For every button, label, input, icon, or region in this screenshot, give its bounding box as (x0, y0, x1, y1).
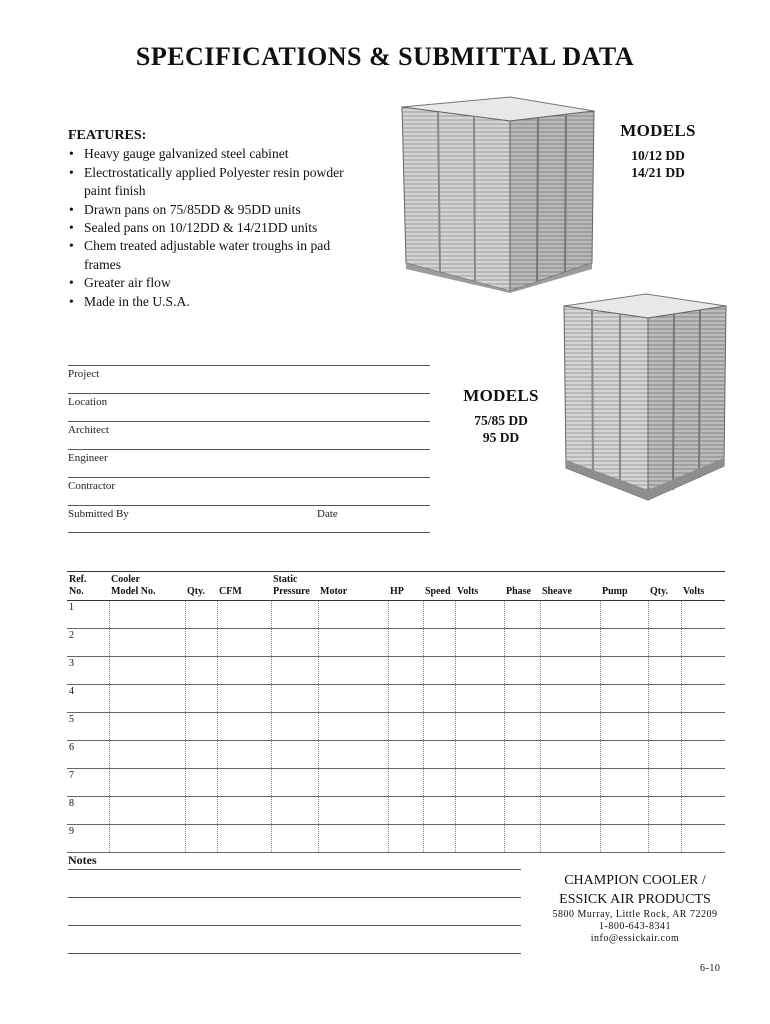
table-cell[interactable] (681, 629, 725, 657)
feature-item: • Electrostatically applied Polyester resin powder paint finish (68, 164, 368, 201)
column-header (681, 572, 725, 601)
table-cell[interactable] (423, 601, 455, 629)
table-cell[interactable] (540, 797, 600, 825)
feature-item: • Made in the U.S.A. (68, 293, 368, 311)
table-cell[interactable] (600, 629, 648, 657)
table-cell[interactable] (109, 601, 185, 629)
column-header-line2: Volts (683, 586, 705, 597)
model-line: 14/21 DD (631, 165, 685, 180)
table-cell[interactable] (217, 629, 271, 657)
table-cell[interactable] (217, 825, 271, 853)
table-cell[interactable] (185, 741, 217, 769)
features-section (68, 127, 368, 311)
table-cell[interactable] (504, 797, 540, 825)
table-row (67, 713, 725, 741)
table-cell[interactable] (455, 797, 504, 825)
table-cell[interactable] (318, 825, 388, 853)
model-line: 10/12 DD (631, 148, 685, 163)
table-row (67, 769, 725, 797)
table-cell[interactable] (648, 601, 681, 629)
table-cell[interactable] (681, 657, 725, 685)
project-field-line[interactable] (68, 393, 430, 394)
table-cell[interactable] (271, 713, 318, 741)
table-cell[interactable] (217, 797, 271, 825)
notes-line[interactable] (68, 869, 521, 870)
table-cell[interactable] (109, 657, 185, 685)
date-field-label: Date (317, 508, 338, 520)
column-header-line2: Pressure (273, 586, 310, 597)
ref-number: 5 (67, 713, 109, 741)
table-cell[interactable] (681, 825, 725, 853)
column-header (648, 572, 681, 601)
table-cell[interactable] (455, 769, 504, 797)
table-cell[interactable] (217, 713, 271, 741)
table-cell[interactable] (185, 629, 217, 657)
models-block-b (446, 386, 556, 446)
table-cell[interactable] (648, 825, 681, 853)
location-field-label: Location (68, 396, 108, 408)
table-cell[interactable] (271, 601, 318, 629)
table-cell[interactable] (648, 685, 681, 713)
architect-field-label: Architect (68, 424, 109, 436)
table-cell[interactable] (681, 713, 725, 741)
table-cell[interactable] (540, 769, 600, 797)
table-row (67, 657, 725, 685)
company-info (540, 871, 730, 945)
table-cell[interactable] (540, 629, 600, 657)
column-header-line1 (506, 574, 538, 586)
column-header (109, 572, 185, 601)
column-header-line1 (320, 574, 386, 586)
table-cell[interactable] (217, 685, 271, 713)
table-cell[interactable] (271, 797, 318, 825)
feature-item: • Chem treated adjustable water troughs in pad frames (68, 237, 368, 274)
table-cell[interactable] (540, 657, 600, 685)
feature-item: • Greater air flow (68, 274, 368, 292)
table-cell[interactable] (271, 741, 318, 769)
table-cell[interactable] (185, 713, 217, 741)
column-header (504, 572, 540, 601)
table-cell[interactable] (600, 825, 648, 853)
page-title: SPECIFICATIONS & SUBMITTAL DATA (135, 42, 635, 71)
column-header-line1 (219, 574, 269, 586)
column-header-line1 (457, 574, 502, 586)
table-cell[interactable] (504, 825, 540, 853)
table-cell[interactable] (600, 713, 648, 741)
table-cell[interactable] (504, 713, 540, 741)
table-cell[interactable] (271, 685, 318, 713)
table-cell[interactable] (600, 797, 648, 825)
column-header-line1 (602, 574, 646, 586)
column-header-line1: Ref. (69, 574, 87, 585)
table-cell[interactable] (648, 713, 681, 741)
table-row (67, 629, 725, 657)
contractor-field-label: Contractor (68, 480, 116, 492)
column-header (185, 572, 217, 601)
table-cell[interactable] (388, 741, 423, 769)
table-cell[interactable] (217, 741, 271, 769)
column-header (67, 572, 109, 601)
company-name-line1: CHAMPION COOLER / (564, 873, 706, 888)
table-cell[interactable] (109, 825, 185, 853)
table-cell[interactable] (388, 797, 423, 825)
column-header (318, 572, 388, 601)
table-cell[interactable] (271, 629, 318, 657)
column-header-line1 (425, 574, 453, 586)
table-cell[interactable] (648, 741, 681, 769)
column-header-line2: Volts (457, 586, 479, 597)
table-cell[interactable] (648, 797, 681, 825)
table-row (67, 601, 725, 629)
feature-item: • Heavy gauge galvanized steel cabinet (68, 145, 368, 163)
company-email: info@essickair.com (590, 933, 680, 944)
table-cell[interactable] (504, 657, 540, 685)
column-header-line2: Sheave (542, 586, 572, 597)
table-cell[interactable] (271, 825, 318, 853)
table-cell[interactable] (600, 657, 648, 685)
table-cell[interactable] (388, 629, 423, 657)
table-cell[interactable] (185, 825, 217, 853)
ref-number: 2 (67, 629, 109, 657)
table-cell[interactable] (388, 713, 423, 741)
table-row (67, 825, 725, 853)
column-header-line2: Speed (425, 586, 451, 597)
submitted-by-field-label: Submitted By (68, 508, 129, 520)
ref-number: 4 (67, 685, 109, 713)
table-cell[interactable] (455, 825, 504, 853)
architect-field-line[interactable] (68, 449, 430, 450)
table-cell[interactable] (455, 685, 504, 713)
table-row (67, 685, 725, 713)
table-row (67, 797, 725, 825)
table-cell[interactable] (388, 685, 423, 713)
column-header (455, 572, 504, 601)
submittal-table (67, 571, 725, 853)
column-header-line2: Pump (602, 586, 628, 597)
table-cell[interactable] (681, 797, 725, 825)
model-line: 95 DD (482, 430, 520, 445)
table-cell[interactable] (600, 601, 648, 629)
table-cell[interactable] (318, 685, 388, 713)
table-cell[interactable] (185, 685, 217, 713)
ref-number: 6 (67, 741, 109, 769)
table-cell[interactable] (681, 741, 725, 769)
table-cell[interactable] (423, 713, 455, 741)
table-cell[interactable] (423, 825, 455, 853)
table-cell[interactable] (318, 713, 388, 741)
table-cell[interactable] (540, 713, 600, 741)
feature-item: • Sealed pans on 10/12DD & 14/21DD units (68, 219, 368, 237)
column-header-line1 (650, 574, 679, 586)
location-field-line[interactable] (68, 421, 430, 422)
notes-line[interactable] (68, 925, 521, 926)
table-cell[interactable] (217, 769, 271, 797)
table-cell[interactable] (540, 685, 600, 713)
models-block-a (600, 121, 716, 181)
ref-number: 8 (67, 797, 109, 825)
table-cell[interactable] (648, 657, 681, 685)
evaporative-cooler-image-small (560, 290, 730, 505)
table-row (67, 741, 725, 769)
project-field-label: Project (68, 368, 100, 380)
table-cell[interactable] (504, 685, 540, 713)
table-cell[interactable] (504, 741, 540, 769)
table-cell[interactable] (388, 657, 423, 685)
ref-number: 1 (67, 601, 109, 629)
engineer-field-line[interactable] (68, 477, 430, 478)
column-header-line2: HP (390, 586, 404, 597)
column-header-line2: CFM (219, 586, 242, 597)
table-cell[interactable] (318, 629, 388, 657)
table-cell[interactable] (217, 657, 271, 685)
column-header (217, 572, 271, 601)
features-list (68, 145, 368, 311)
models-heading: MODELS (620, 121, 696, 140)
table-cell[interactable] (109, 685, 185, 713)
column-header (600, 572, 648, 601)
column-header (271, 572, 318, 601)
table-cell[interactable] (600, 685, 648, 713)
table-cell[interactable] (423, 685, 455, 713)
table-cell[interactable] (455, 657, 504, 685)
column-header-line1: Cooler (111, 574, 140, 585)
column-header-line2: Motor (320, 586, 348, 597)
table-cell[interactable] (185, 657, 217, 685)
table-cell[interactable] (185, 601, 217, 629)
table-cell[interactable] (504, 769, 540, 797)
evaporative-cooler-image-large (398, 93, 598, 293)
table-cell[interactable] (540, 825, 600, 853)
column-header (388, 572, 423, 601)
table-cell[interactable] (681, 601, 725, 629)
table-cell[interactable] (318, 797, 388, 825)
table-cell[interactable] (109, 797, 185, 825)
table-cell[interactable] (540, 741, 600, 769)
table-header-row (67, 572, 725, 601)
ref-number: 3 (67, 657, 109, 685)
table-cell[interactable] (423, 741, 455, 769)
table-cell[interactable] (455, 713, 504, 741)
column-header-line1 (542, 574, 598, 586)
table-cell[interactable] (504, 601, 540, 629)
table-cell[interactable] (423, 797, 455, 825)
column-header-line1: Static (273, 574, 298, 585)
table-cell[interactable] (109, 713, 185, 741)
column-header-line1 (390, 574, 421, 586)
company-phone: 1-800-643-8341 (599, 921, 671, 932)
notes-line[interactable] (68, 897, 521, 898)
column-header-line1 (683, 574, 723, 586)
company-address: 5800 Murray, Little Rock, AR 72209 (552, 909, 718, 920)
table-cell[interactable] (648, 629, 681, 657)
table-cell[interactable] (681, 685, 725, 713)
table-cell[interactable] (455, 601, 504, 629)
ref-number: 9 (67, 825, 109, 853)
table-cell[interactable] (648, 769, 681, 797)
table-cell[interactable] (504, 629, 540, 657)
ref-number: 7 (67, 769, 109, 797)
table-cell[interactable] (681, 769, 725, 797)
table-cell[interactable] (271, 769, 318, 797)
table-cell[interactable] (318, 741, 388, 769)
table-cell[interactable] (423, 769, 455, 797)
table-cell[interactable] (318, 601, 388, 629)
column-header-line2: Qty. (187, 586, 206, 597)
table-cell[interactable] (423, 657, 455, 685)
column-header (540, 572, 600, 601)
column-header-line2: Phase (506, 586, 531, 597)
column-header-line1 (187, 574, 215, 586)
table-cell[interactable] (109, 741, 185, 769)
contractor-field-line[interactable] (68, 505, 430, 506)
table-cell[interactable] (185, 797, 217, 825)
table-cell[interactable] (455, 629, 504, 657)
submitted-by-field-line[interactable] (68, 532, 430, 533)
notes-line[interactable] (68, 953, 521, 954)
table-cell[interactable] (271, 657, 318, 685)
table-cell[interactable] (318, 769, 388, 797)
engineer-field-label: Engineer (68, 452, 108, 464)
page-number: 6-10 (700, 963, 721, 974)
table-cell[interactable] (540, 601, 600, 629)
table-cell[interactable] (109, 769, 185, 797)
company-name-line2: ESSICK AIR PRODUCTS (559, 892, 711, 907)
table-cell[interactable] (455, 741, 504, 769)
column-header-line2: Qty. (650, 586, 669, 597)
feature-item: • Drawn pans on 75/85DD & 95DD units (68, 201, 368, 219)
model-line: 75/85 DD (474, 413, 528, 428)
table-cell[interactable] (185, 769, 217, 797)
table-cell[interactable] (388, 601, 423, 629)
notes-heading: Notes (68, 853, 97, 867)
table-cell[interactable] (388, 825, 423, 853)
table-cell[interactable] (318, 657, 388, 685)
table-cell[interactable] (600, 741, 648, 769)
table-cell[interactable] (423, 629, 455, 657)
column-header-line2: Model No. (111, 586, 156, 597)
table-cell[interactable] (600, 769, 648, 797)
form-divider (68, 365, 430, 366)
table-cell[interactable] (217, 601, 271, 629)
table-cell[interactable] (109, 629, 185, 657)
table-cell[interactable] (388, 769, 423, 797)
models-heading: MODELS (463, 386, 539, 405)
features-heading: FEATURES: (68, 128, 147, 143)
column-header-line2: No. (69, 586, 84, 597)
column-header (423, 572, 455, 601)
